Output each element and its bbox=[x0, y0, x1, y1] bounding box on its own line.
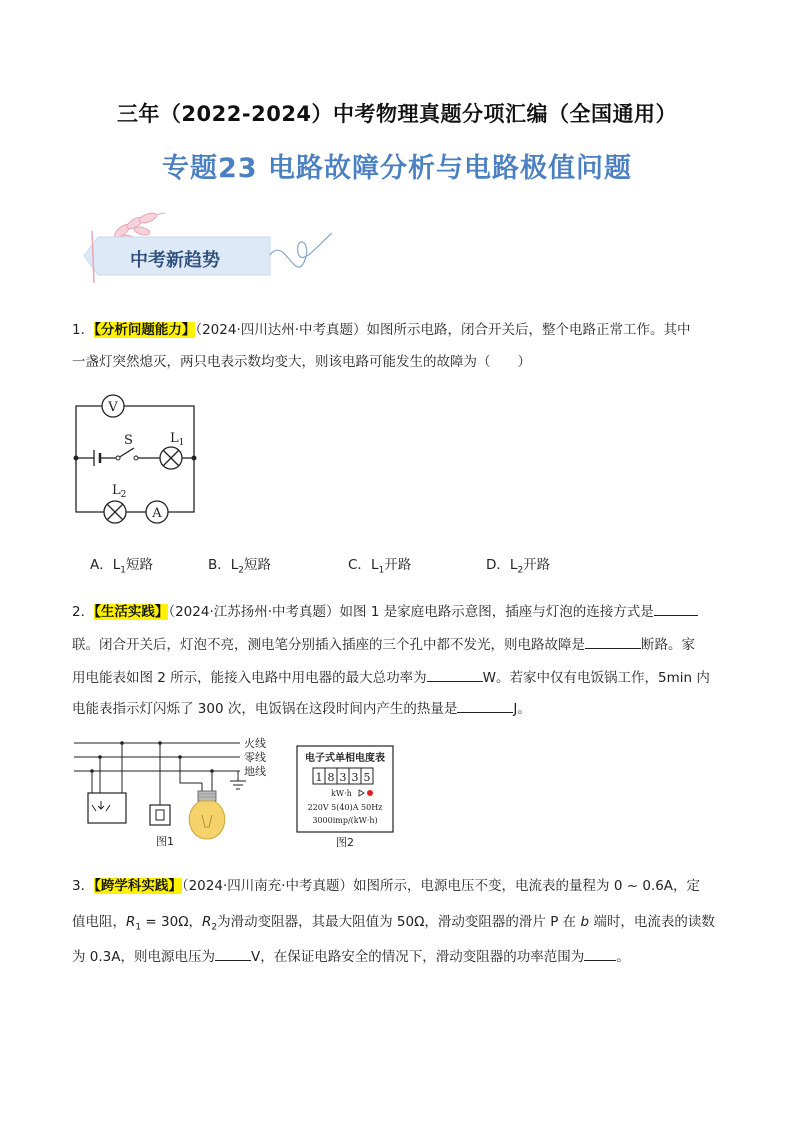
option-symbol: L bbox=[509, 557, 518, 573]
ground-wire-label: 地线 bbox=[244, 765, 266, 778]
ammeter-icon bbox=[146, 501, 168, 523]
live-wire-label: 火线 bbox=[244, 737, 266, 750]
option-subscript: 1 bbox=[378, 565, 385, 576]
lamp-l1-label: L bbox=[170, 431, 179, 446]
q2-blank-4[interactable] bbox=[457, 698, 513, 713]
r1-symbol: R bbox=[126, 914, 136, 930]
meter-digit: 5 bbox=[363, 771, 371, 784]
q3-text-2b: = 30Ω， bbox=[141, 914, 203, 930]
option-subscript: 2 bbox=[238, 565, 245, 576]
switch-label: S bbox=[124, 433, 133, 448]
q3-text-1: 如图所示，电源电压不变，电流表的量程为 0 ~ 0.6A，定 bbox=[353, 878, 701, 894]
q3-source: （2024·四川南充·中考真题） bbox=[181, 878, 354, 894]
q1-tag: 【分析问题能力】 bbox=[94, 322, 196, 338]
option-symbol: L bbox=[230, 557, 239, 573]
q2-source: （2024·江苏扬州·中考真题） bbox=[168, 604, 340, 620]
q1-option-a[interactable] bbox=[90, 553, 153, 576]
q3-line1 bbox=[72, 874, 700, 894]
option-symbol: L bbox=[112, 557, 121, 573]
q3-text-2d: 端时，电流表的读数 bbox=[589, 914, 715, 930]
light-bulb-icon bbox=[189, 791, 225, 839]
meter-digit: 1 bbox=[315, 771, 323, 784]
voltmeter-icon bbox=[102, 395, 124, 417]
r1-subscript: 1 bbox=[135, 922, 142, 933]
banner-label: 中考新趋势 bbox=[130, 250, 220, 271]
q3-blank-1[interactable] bbox=[215, 946, 251, 961]
q1-option-b[interactable] bbox=[208, 553, 271, 576]
q3-text-3a: 为 0.3A，则电源电压为 bbox=[72, 949, 215, 965]
q3-text-3c: 。 bbox=[616, 949, 630, 965]
meter-heading: 电子式单相电度表 bbox=[305, 753, 385, 764]
meter-spec-1: 220V 5(40)A 50Hz bbox=[307, 803, 383, 812]
q3-text-2a: 值电阻， bbox=[72, 914, 126, 930]
socket-icon bbox=[88, 793, 126, 823]
indicator-light-icon bbox=[367, 790, 373, 796]
q1-text-1: 如图所示电路，闭合开关后，整个电路正常工作。其中 bbox=[366, 322, 691, 338]
q2-text-2a: 联。闭合开关后，灯泡不亮，测电笔分别插入插座的三个孔中都不发光，则电路故障是 bbox=[72, 637, 585, 653]
q2-figure-1 bbox=[70, 735, 285, 850]
q1-option-d[interactable] bbox=[486, 553, 550, 576]
q2-text-4a: 电能表指示灯闪烁了 300 次，电饭锅在这段时间内产生的热量是 bbox=[72, 701, 458, 717]
q1-source: （2024·四川达州·中考真题） bbox=[195, 322, 367, 338]
option-text: 短路 bbox=[244, 557, 272, 573]
figure-2-caption: 图2 bbox=[336, 836, 354, 849]
q2-line1 bbox=[72, 600, 698, 620]
meter-digit: 3 bbox=[339, 771, 347, 784]
q3-number: 3． bbox=[72, 878, 95, 894]
q3-line3 bbox=[72, 945, 630, 965]
q2-text-3b: W。若家中仅有电饭锅工作，5min 内 bbox=[482, 670, 710, 686]
q3-line2 bbox=[72, 910, 715, 933]
option-text: 开路 bbox=[384, 557, 412, 573]
q2-figure-2 bbox=[295, 744, 395, 850]
q3-blank-2[interactable] bbox=[584, 946, 616, 961]
q2-line2 bbox=[72, 633, 695, 653]
q2-text-4b: J。 bbox=[513, 701, 531, 717]
r2-subscript: 2 bbox=[211, 922, 218, 933]
lamp-l1-sub: 1 bbox=[178, 438, 185, 448]
voltmeter-label: V bbox=[108, 400, 118, 415]
meter-unit: kW·h bbox=[331, 789, 352, 798]
b-symbol: b bbox=[580, 914, 590, 930]
q1-line2 bbox=[72, 350, 531, 370]
section-banner bbox=[80, 205, 350, 295]
q3-tag: 【跨学科实践】 bbox=[94, 878, 182, 894]
option-text: 开路 bbox=[523, 557, 551, 573]
q1-circuit-diagram bbox=[70, 390, 205, 525]
neutral-wire-label: 零线 bbox=[244, 751, 266, 764]
q2-blank-3[interactable] bbox=[427, 667, 483, 682]
meter-spec-2: 3000imp/(kW·h) bbox=[312, 816, 378, 825]
r2-symbol: R bbox=[202, 914, 212, 930]
q2-text-3a: 用电能表如图 2 所示，能接入电路中用电器的最大总功率为 bbox=[72, 670, 427, 686]
meter-digit: 3 bbox=[351, 771, 359, 784]
q1-option-c[interactable] bbox=[348, 553, 411, 576]
lamp-l2-label: L bbox=[112, 483, 121, 498]
lamp-l2-sub: 2 bbox=[120, 490, 127, 500]
q2-text-1: 如图 1 是家庭电路示意图，插座与灯泡的连接方式是 bbox=[339, 604, 654, 620]
lamp-l1-icon bbox=[160, 447, 182, 469]
option-letter: D． bbox=[486, 557, 510, 573]
q3-text-3b: V，在保证电路安全的情况下，滑动变阻器的功率范围为 bbox=[251, 949, 585, 965]
q3-text-2c: 为滑动变阻器，其最大阻值为 50Ω，滑动变阻器的滑片 P 在 bbox=[217, 914, 581, 930]
q1-text-2: 一盏灯突然熄灭，两只电表示数均变大，则该电路可能发生的故障为（ ） bbox=[72, 354, 531, 370]
q2-line4 bbox=[72, 697, 531, 717]
ammeter-label: A bbox=[152, 506, 162, 521]
wall-switch-icon bbox=[150, 805, 170, 825]
meter-digit: 8 bbox=[327, 771, 335, 784]
option-text: 短路 bbox=[126, 557, 154, 573]
option-letter: B． bbox=[208, 557, 231, 573]
q2-blank-2[interactable] bbox=[585, 634, 641, 649]
option-letter: C． bbox=[348, 557, 371, 573]
q2-line3 bbox=[72, 666, 710, 686]
figure-1-caption: 图1 bbox=[156, 835, 174, 848]
option-subscript: 2 bbox=[517, 565, 524, 576]
q1-line1 bbox=[72, 318, 691, 338]
topic-subtitle: 专题23 电路故障分析与电路极值问题 bbox=[162, 153, 632, 184]
q2-text-2b: 断路。家 bbox=[641, 637, 695, 653]
svg-text:L1 bbox=[170, 431, 184, 448]
q1-number: 1． bbox=[72, 322, 95, 338]
option-symbol: L bbox=[370, 557, 379, 573]
document-title: 三年（2022-2024）中考物理真题分项汇编（全国通用） bbox=[116, 102, 678, 126]
option-subscript: 1 bbox=[120, 565, 127, 576]
option-letter: A． bbox=[90, 557, 113, 573]
q2-blank-1[interactable] bbox=[654, 601, 698, 616]
q2-number: 2． bbox=[72, 604, 95, 620]
svg-text:L2 bbox=[112, 483, 126, 500]
q2-tag: 【生活实践】 bbox=[94, 604, 169, 620]
lamp-l2-icon bbox=[104, 501, 126, 523]
